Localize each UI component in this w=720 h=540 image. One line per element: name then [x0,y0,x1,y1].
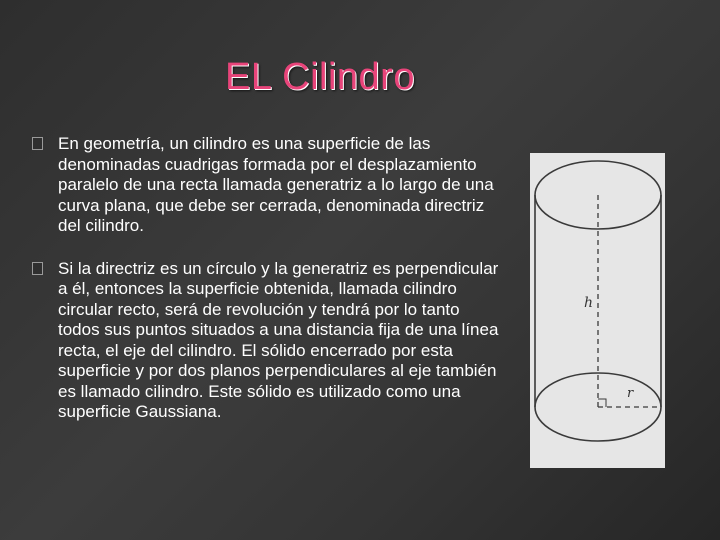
bullet-square-icon [32,262,43,275]
cylinder-diagram [530,153,665,468]
cylinder-diagram-svg [530,153,665,468]
bullet-text-1: En geometría, un cilindro es una superficie de las denominadas cuadrigas formada por el desplazamiento paralelo de una recta llamada generatriz a lo largo de una curva plana, que debe ser cerrada, denominada directriz del cilindro. [58,134,494,235]
bullet-square-icon [32,137,43,150]
radius-label: r [627,386,634,401]
bullet-item-1 [30,134,500,237]
slide-title: EL Cilindro [225,56,415,98]
diagram-background [530,153,665,468]
height-label: h [584,295,594,311]
bullet-text-2: Si la directriz es un círculo y la generatriz es perpendicular a él, entonces la superficie obtenida, llamada cilindro circular recto, será de revolución y tendrá por lo tanto todos sus puntos situados a una distancia fija de una línea recta, el eje del cilindro. El sólido encerrado por esta superficie y por dos planos perpendiculares al eje también es llamado cilindro. Este sólido es utilizado como una superficie Gaussiana. [58,258,499,421]
bullet-list [30,134,500,445]
bullet-item-2 [30,259,500,423]
